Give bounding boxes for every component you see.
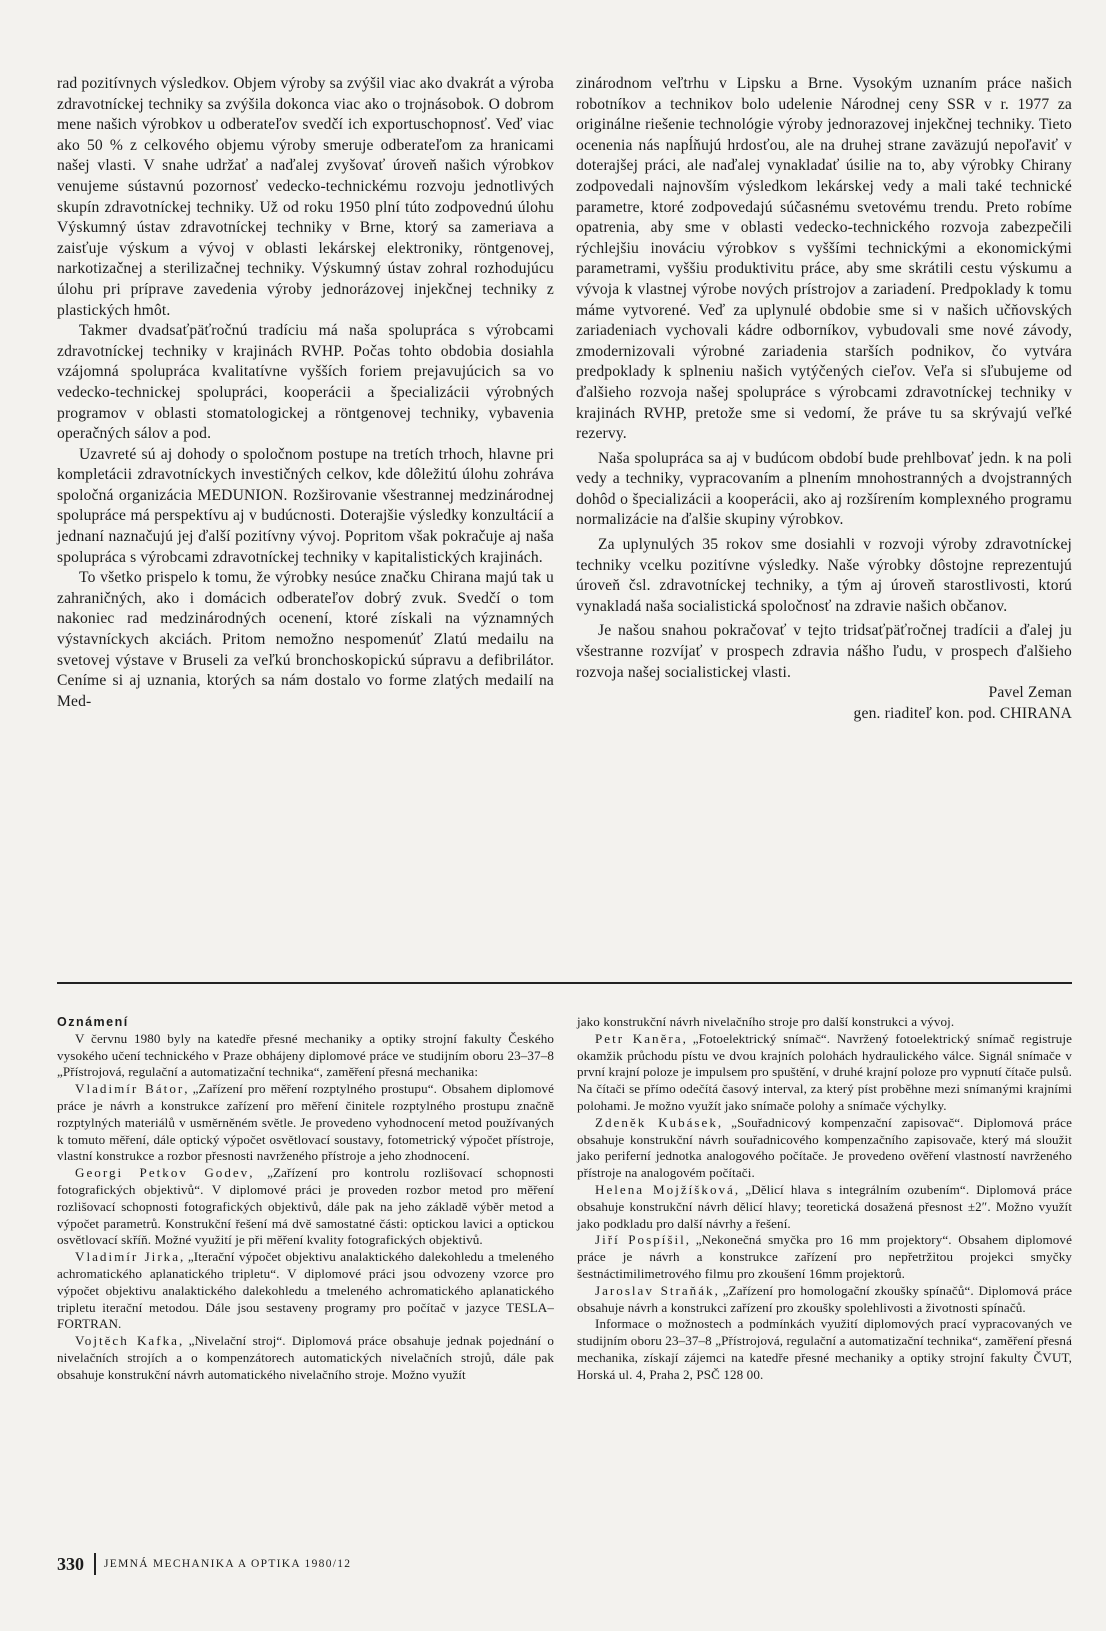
article-paragraph: Uzavreté sú aj dohody o spoločnom postupe na tretích trhoch, hlavne pri kompletácii zdravotníckych investičných celkov, kde dôležitú úlohu zohráva spoločná organizácia MEDUNION. Rozširovanie všestrannej medzinárodnej spolupráce má perspektívu aj v budúcnosti. Doterajšie výsledky konzultácií a jednaní naznačujú jej ďalší pozitívny vývoj. Popritom však pokračuje aj naša spolupráca s výrobcami zdravotníckej techniky v kapitalistických krajinách.: [57, 445, 554, 566]
article-paragraph: Za uplynulých 35 rokov sme dosiahli v rozvoji výroby zdravotníckej techniky vcelku pozitívne výsledky. Naše výrobky dôstojne reprezentujú úroveň čsl. zdravotníckej techniky, a tým aj úroveň starostlivosti, ktorú vynakladá naša socialistická spoločnosť na zdravie našich občanov.: [576, 536, 1072, 615]
announcement-entry: [577, 1182, 1072, 1232]
article-paragraph: To všetko prispelo k tomu, že výrobky nesúce značku Chirana majú tak u zahraničných, ako i domácich odberateľov dobrý zvuk. Svedčí o tom nakoniec rad medzinárodných ocenení, ktoré získali na významných výstavníckych akciách. Pritom nemožno nespomenúť Zlatú medailu na svetovej výstave v Bruseli za veľkú bronchoskopickú súpravu a defibrilátor. Ceníme si aj uznania, ktorých sa nám dostalo vo forme zlatých medailí na Med-: [57, 569, 554, 710]
announcement-heading: Oznámení: [57, 1015, 129, 1029]
announcement-entry: [577, 1115, 1072, 1182]
author-name: Jaroslav Straňák: [595, 1282, 715, 1298]
entry-text: , „Nekonečná smyčka pro 16 mm projektory“. Obsahem diplomové práce je návrh a konstrukce zařízení pro nepřetržitou projekci smyčky šestnáctimilimetrového filmu pro zkoušení 16mm projektorů.: [577, 1232, 1072, 1281]
article-paragraph: Takmer dvadsaťpäťročnú tradíciu má naša spolupráca s výrobcami zdravotníckej techniky v krajinách RVHP. Počas tohto obdobia dosiahla vzájomná spolupráca kvalitatívne vyšších foriem prejavujúcich sa vo vedecko-technickej spolupráci, kooperácii a špecializácii výrobných programov v oblasti stomatologickej a röntgenovej techniky, vybavenia operačných sálov a pod.: [57, 322, 554, 443]
entry-text: , „Nivelační stroj“. Diplomová práce obsahuje jednak pojednání o nivelačních strojích a o kompenzátorech automatických nivelačních strojů, dále pak obsahuje konstrukční návrh automatického nivelačního stroje. Možno využít: [57, 1333, 554, 1382]
entry-text: , „Zařízení pro homologační zkoušky spínačů“. Diplomová práce obsahuje návrh a konstrukci zařízení pro zkoušky spolehlivosti a životnosti spínačů.: [577, 1282, 1072, 1315]
announcement-entry: [57, 1165, 554, 1249]
entry-text: , „Zařízení pro kontrolu rozlišovací schopnosti fotografických objektivů“. V diplomové práci je proveden rozbor metod pro měření rozlišovací schopnosti fotografických objektivů, dále pak na jeho základě výběr metod a výpočet parametrů. Konstrukční řešení má dvě samostatné části: optickou lavici a optickou osvětlovací skříň. Možné využití je při měření kvality fotografických objektivů.: [57, 1165, 554, 1248]
announcement-closing: Informace o možnostech a podmínkách využití diplomových prací vypracovaných ve studijním oboru 23–37–8 „Přístrojová, regulační a automatizační technika“, zaměření přesná mechanika, získají zájemci na katedře přesné mechaniky a optiky strojní fakulty ČVUT, Horská ul. 4, Praha 2, PSČ 128 00.: [577, 1316, 1072, 1382]
announcement-intro: V červnu 1980 byly na katedře přesné mechaniky a optiky strojní fakulty Českého vysokého učení technického v Praze obhájeny diplomové práce ve studijním oboru 23–37–8 „Přístrojová, regulační a automatizační technika“, zaměření přesná mechanika:: [57, 1030, 554, 1080]
announcement-entry: [57, 1333, 554, 1383]
signature-title: gen. riaditeľ kon. pod. CHIRANA: [853, 704, 1072, 722]
announcement-entry: [577, 1283, 1072, 1317]
author-name: Jiří Pospíšil: [595, 1232, 686, 1248]
entry-text: , „Iterační výpočet objektivu analaktického dalekohledu a tmeleného achromatického aplanatického tripletu“. V diplomové práci jsou odvozeny vzorce pro výpočet objektivu analaktického dalekohledu a tmeleného achromatického aplanatického tripletu iterační metodou. Dále jsou sestaveny programy pro počítač v jazyce TESLA–FORTRAN.: [57, 1249, 554, 1332]
article-paragraph: Je našou snahou pokračovať v tejto tridsaťpäťročnej tradícii a ďalej ju všestranne rozvíjať v prospech zdravia nášho ľudu, v prospech ďalšieho rozvoja našej socialistickej vlasti.: [576, 622, 1072, 681]
author-name: Helena Mojžíšková: [595, 1181, 735, 1197]
author-name: Vojtěch Kafka: [75, 1333, 179, 1349]
entry-text: , „Souřadnicový kompenzační zapisovač“. Diplomová práce obsahuje konstrukční návrh souřadnicového kompenzačního zapisovače, který má sloužit jako periferní jednotka analogového počítače. Je provedeno ověření vlastností navrženého přístroje na analogovém počítači.: [577, 1114, 1072, 1181]
footer-separator: [94, 1553, 96, 1575]
page-number: 330: [57, 1553, 84, 1574]
announcement-entry: [57, 1249, 554, 1333]
section-divider: [57, 982, 1072, 984]
entry-text: , „Dělicí hlava s integrálním ozubením“. Diplomová práce obsahuje konstrukční návrh dělicí hlavy; teoretická dosažená přesnost ±2″. Možno využít jako podkladu pro další návrhy a řešení.: [577, 1181, 1072, 1231]
announcement-continuation: jako konstrukční návrh nivelačního stroje pro další konstrukci a vývoj.: [577, 1014, 955, 1029]
announcement-entry: [577, 1031, 1072, 1115]
article-paragraph: zinárodnom veľtrhu v Lipsku a Brne. Vysokým uznaním práce našich robotníkov a technikov bolo udelenie Národnej ceny SSR v r. 1977 za originálne riešenie technológie výroby jednorazovej injekčnej techniky. Tieto ocenenia nás napĺňujú hrdosťou, ale na druhej strane zaväzujú nepoľaviť v doterajšej práci, ale naďalej vynakladať úsilie na to, aby výrobky Chirany zodpovedali najnovším výsledkom lekárskej vedy a mali také technické parametre, ktoré zodpovedajú súčasnému svetovému trendu. Preto robíme opatrenia, aby sme v oblasti vedecko-technického rozvoja zabezpečili rýchlejšiu inováciu výrobkov s vyššími technickými a ekonomickými parametrami, vyššiu produktivitu práce, aby sme skrátili cestu výskumu a vývoja k vlastnej výrobe nových prístrojov a zariadení. Predpoklady k tomu máme vytvorené. Veď za uplynulé obdobie sme si v našich učňovských zariadeniach vychovali kádre odborníkov, vybudovali sme nové závody, zmodernizovali výrobné zariadenia starších podnikov, čo vytvára predpoklady k splneniu našich vytýčených cieľov. Veľa si sľubujeme od ďalšieho rozvoja našej spolupráce s výrobcami zdravotníckej techniky v krajinách RVHP, pretože sme si vedomí, že práve tu sa skrývajú veľké rezervy.: [576, 75, 1072, 443]
author-name: Petr Kaněra: [595, 1030, 683, 1046]
page-footer: [57, 1550, 351, 1578]
announcement-left-column: [57, 1014, 554, 1384]
article-paragraph: Naša spolupráca sa aj v budúcom období bude prehlbovať jedn. k na poli vedy a techniky, vypracovaním a plnením mnohostranných a dvojstranných dohôd o špecializácii a kooperácii, ako aj rozšírením komplexného programu normalizácie na ďalšie skupiny výrobkov.: [576, 449, 1072, 529]
article-left-column: [57, 74, 554, 712]
article-paragraph: rad pozitívnych výsledkov. Objem výroby sa zvýšil viac ako dvakrát a výroba zdravotníckej techniky sa zvýšila dokonca viac ako o trojnásobok. O dobrom mene našich výrobkov u odberateľov svedčí ich exportuschopnosť. Veď viac ako 50 % z celkového objemu výroby smeruje odberateľom za hranicami našej vlasti. V snahe udržať a naďalej zvyšovať úroveň našich výrobkov venujeme sústavnú pozornosť vedecko-technickému rozvoju jednotlivých skupín zdravotníckej techniky. Už od roku 1950 plní túto zodpovednú úlohu Výskumný ústav zdravotníckej techniky v Brne, ktorý sa zameriava a zaisťuje výskum a vývoj v oblasti lekárskej elektroniky, röntgenovej, narkotizačnej a sterilizačnej techniky. Výskumný ústav zohral rozhodujúcu úlohu pri príprave zavedenia výroby jednorázovej injekčnej techniky z plastických hmôt.: [57, 75, 554, 319]
entry-text: , „Zařízení pro měření rozptylného prostupu“. Obsahem diplomové práce je návrh a konstrukce zařízení pro měření činitele rozptylného prostupu značně rozptylných materiálů v usměrněném světle. Je provedeno vyhodnocení metod používaných k tomuto měření, dále optický výpočet osvětlovací soustavy, fotometrický výpočet přístroje, vlastní konstrukce a rozbor přesnosti navrženého přístroje a jeho zhodnocení.: [57, 1081, 554, 1164]
author-name: Zdeněk Kubásek: [595, 1114, 718, 1130]
announcement-right-column: [577, 1014, 1072, 1384]
article-right-column: [576, 74, 1072, 724]
author-name: Georgi Petkov Godev: [75, 1165, 250, 1181]
author-name: Vladimír Jirka: [75, 1249, 181, 1265]
announcement-entry: [57, 1081, 554, 1165]
entry-text: , „Fotoelektrický snímač“. Navržený fotoelektrický snímač registruje okamžik průchodu pístu ve dvou krajních polohách hydraulického válce. Signál snímače v první krajní poloze je impulsem pro spuštění, v druhé krajní poloze pro vypnutí čítače pulsů. Na čítači se přímo odečítá časový interval, za který píst proběhne mezi snímanými krajními polohami. Je možno využít jako snímače polohy a snímače výchylky.: [577, 1030, 1072, 1113]
announcement-entry: [577, 1232, 1072, 1282]
journal-title: JEMNÁ MECHANIKA A OPTIKA 1980/12: [104, 1558, 352, 1570]
signature-name: Pavel Zeman: [988, 684, 1072, 702]
author-name: Vladimír Bátor: [75, 1081, 185, 1097]
